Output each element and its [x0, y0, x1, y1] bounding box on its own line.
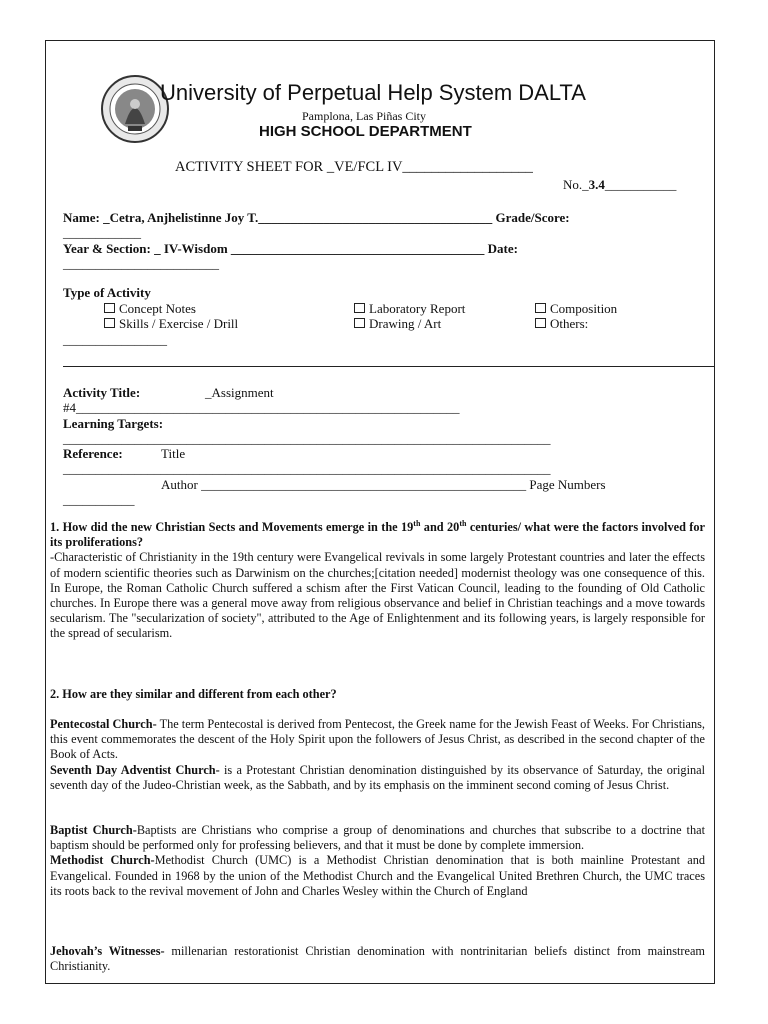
grade-line: ____________ — [63, 225, 141, 240]
activity-title-line: #4___________________________________________________________ — [63, 400, 460, 415]
entry-seventh-day-adventist: Seventh Day Adventist Church- is a Protestant Christian denomination distinguished by its observance of Saturday, the original seventh day of the Judeo-Christian week, as the Sabbath, and by its emphasis on the imminent second coming of Jesus Christ. — [50, 762, 706, 792]
page-numbers-label: Page Numbers — [529, 477, 606, 492]
name-line: Name: _Cetra, Anjhelistinne Joy T.____________________________________ — [63, 210, 493, 225]
number-label: No._ — [563, 177, 589, 192]
university-city: Pamplona, Las Piñas City — [302, 109, 426, 123]
reference-title-label: Title — [161, 446, 186, 461]
activity-number — [563, 177, 676, 193]
checkbox-icon — [354, 318, 365, 328]
date-line: ________________________ — [63, 256, 219, 271]
option-laboratory-report[interactable]: Laboratory Report — [354, 301, 465, 317]
department-title: HIGH SCHOOL DEPARTMENT — [259, 123, 472, 140]
number-line: ___________ — [604, 177, 677, 192]
learning-targets-label: Learning Targets: — [63, 416, 164, 431]
option-concept-notes[interactable]: Concept Notes — [104, 301, 196, 317]
checkbox-icon — [354, 303, 365, 313]
option-drawing-art[interactable]: Drawing / Art — [354, 316, 441, 332]
checkbox-icon — [535, 318, 546, 328]
section-line: Year & Section: _ IV-Wisdom _______________________________________ — [63, 241, 485, 256]
question-2: 2. How are they similar and different from each other? — [50, 687, 337, 701]
date-label: Date: — [487, 241, 518, 256]
activity-title-label: Activity Title: — [63, 385, 141, 400]
name-field — [63, 210, 570, 226]
answer-1: -Characteristic of Christianity in the 19th century were Evangelical revivals in some largely Protestant countries and later the effects of modern scientific theories such as Darwinism on the churches;[citation needed] modernist theology was one consequence of this. In Europe, the Roman Catholic Church suffered a schism after the First Vatican Council, leading to the founding of Old Catholic churches. In Europe there was a general move away from religious observance and belief in Christian teachings and a move towards secularism. The "secularization of society", attributed to the Age of Enlightenment and its following years, is largely responsible for the spread of secularism. — [50, 550, 705, 641]
activity-sheet-title: ACTIVITY SHEET FOR _VE/FCL IV__________________ — [175, 159, 533, 175]
entry-methodist: Methodist Church-Methodist Church (UMC) is a Methodist Christian denomination that is both mainline Protestant and Evangelical. Founded in 1968 by the union of the Methodist Church and the Evangelical United Brethren Church, the UMC traces its roots back to the revival movement of John and Charles Wesley within the Church of England — [50, 853, 705, 898]
learning-targets-line: ___________________________________________________________________________ — [63, 431, 551, 446]
denomination-group-2 — [50, 823, 705, 899]
author-field — [161, 477, 606, 493]
author-label: Author — [161, 477, 198, 492]
checkbox-icon — [104, 303, 115, 313]
option-others[interactable]: Others: — [535, 316, 588, 332]
question-1: 1. How did the new Christian Sects and Movements emerge in the 19th and 20th centuries/ what were the factors involved for its proliferations? — [50, 518, 705, 550]
denomination-group-1 — [50, 717, 705, 793]
number-value: 3.4 — [588, 177, 605, 192]
university-name: University of Perpetual Help System DALTA — [160, 80, 586, 105]
author-line: __________________________________________________ — [201, 477, 527, 492]
reference-title-line: ___________________________________________________________________________ — [63, 461, 551, 476]
grade-label: Grade/Score: — [495, 210, 570, 225]
question-1-block — [50, 520, 705, 642]
entry-baptist: Baptist Church-Baptists are Christians who comprise a group of denominations and churches that subscribe to a doctrine that baptism should be performed only for professing believers, and that it must be done by complete immersion. — [50, 823, 706, 853]
checkbox-icon — [104, 318, 115, 328]
entry-pentecostal: Pentecostal Church- The term Pentecostal is derived from Pentecost, the Greek name for the Jewish Feast of Weeks. For Christians, this event commemorates the descent of the Holy Spirit upon the followers of Jesus Christ, as described in the second chapter of the Book of Acts. — [50, 717, 705, 762]
activity-title-value: _Assignment — [205, 385, 274, 400]
activity-type-label: Type of Activity — [63, 285, 151, 300]
option-skills-exercise-drill[interactable]: Skills / Exercise / Drill — [104, 316, 238, 332]
section-divider — [63, 366, 715, 367]
denomination-group-3 — [50, 944, 705, 974]
checkbox-icon — [535, 303, 546, 313]
section-field — [63, 241, 518, 257]
option-composition[interactable]: Composition — [535, 301, 617, 317]
page-numbers-line: ___________ — [63, 492, 135, 507]
entry-jehovahs-witnesses: Jehovah’s Witnesses- millenarian restorationist Christian denomination with nontrinitarian beliefs distinct from mainstream Christianity. — [50, 944, 705, 974]
others-line: ________________ — [63, 332, 167, 347]
reference-label: Reference: — [63, 446, 123, 461]
